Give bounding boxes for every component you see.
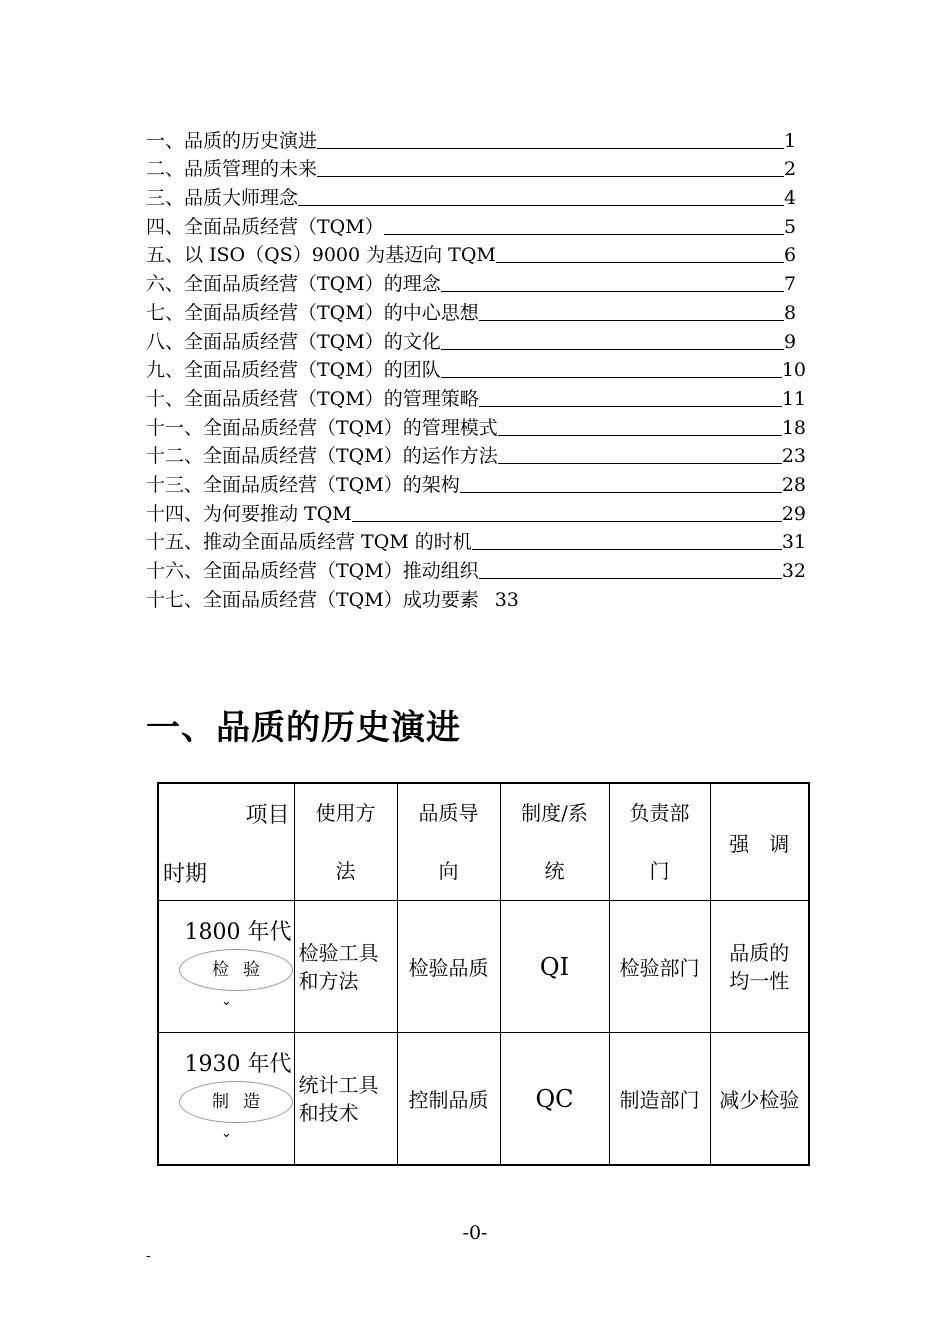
toc-page: 31 <box>781 531 806 554</box>
stage-oval: 制造 <box>179 1081 293 1123</box>
period-year: 1800 年代 <box>184 920 292 945</box>
toc-label: 十六、全面品质经营（TQM）推动组织 <box>146 560 479 582</box>
toc-leader <box>441 291 784 292</box>
toc-page: 29 <box>781 502 806 525</box>
toc-page: 5 <box>784 215 797 238</box>
header-line: 使用方 <box>315 801 376 825</box>
toc-leader <box>479 578 782 579</box>
toc-leader <box>441 377 782 378</box>
toc-label: 八、全面品质经营（TQM）的文化 <box>146 330 441 353</box>
header-line: 向 <box>438 859 459 883</box>
toc-label: 十、全面品质经营（TQM）的管理策略 <box>146 387 479 410</box>
toc-label: 九、全面品质经营（TQM）的团队 <box>146 359 441 382</box>
toc-page: 28 <box>781 473 806 496</box>
emphasis-cell: 减少检验 <box>710 1033 809 1166</box>
toc-leader <box>498 463 782 464</box>
toc-leader <box>460 492 782 493</box>
toc-entry[interactable] <box>146 382 806 411</box>
toc-entry[interactable] <box>146 583 806 612</box>
toc-label: 六、全面品质经营（TQM）的理念 <box>146 273 441 296</box>
toc-entry[interactable] <box>146 411 806 440</box>
toc-label: 一、品质的历史演进 <box>146 129 318 152</box>
toc-entry[interactable] <box>146 497 806 526</box>
toc-page: 18 <box>781 416 806 439</box>
header-line: 负责部 <box>629 801 690 825</box>
orientation-cell: 控制品质 <box>397 1033 500 1166</box>
toc-page: 1 <box>784 129 797 152</box>
toc-page: 32 <box>781 560 806 582</box>
toc-entry[interactable] <box>146 354 806 383</box>
method-cell: 统计工具和技术 <box>294 1033 397 1166</box>
toc-entry[interactable] <box>146 325 806 354</box>
table-of-contents <box>146 124 806 612</box>
toc-leader <box>384 234 784 235</box>
toc-label: 三、品质大师理念 <box>146 187 299 210</box>
corner-header-cell <box>158 783 294 901</box>
header-line: 法 <box>335 859 356 883</box>
period-cell <box>158 901 294 1033</box>
header-line: 品质导 <box>418 801 479 825</box>
toc-label: 十三、全面品质经营（TQM）的架构 <box>146 473 460 496</box>
toc-leader <box>479 406 782 407</box>
header-orientation <box>397 783 500 901</box>
toc-label: 七、全面品质经营（TQM）的中心思想 <box>146 301 479 324</box>
toc-entry[interactable] <box>146 153 806 182</box>
toc-entry[interactable] <box>146 239 806 268</box>
system-cell: QI <box>500 901 609 1033</box>
header-emphasis: 强 调 <box>710 783 809 901</box>
toc-leader <box>472 549 782 550</box>
toc-leader <box>479 320 784 321</box>
emphasis-cell: 品质的均一性 <box>710 901 809 1033</box>
toc-label: 四、全面品质经营（TQM） <box>146 215 384 238</box>
header-line: 制度/系 <box>521 801 588 825</box>
toc-page: 10 <box>781 359 806 382</box>
down-arrow-icon: ⌄ <box>221 994 232 1009</box>
header-system <box>500 783 609 901</box>
toc-page: 9 <box>784 330 797 353</box>
header-dept <box>609 783 710 901</box>
toc-leader <box>317 176 784 177</box>
toc-page: 7 <box>784 273 797 296</box>
toc-label: 十七、全面品质经营（TQM）成功要素 <box>146 588 479 611</box>
toc-entry[interactable] <box>146 554 806 583</box>
toc-entry[interactable] <box>146 526 806 555</box>
method-cell: 检验工具和方法 <box>294 901 397 1033</box>
toc-label: 五、以 ISO（QS）9000 为基迈向 TQM <box>146 244 496 267</box>
toc-label: 十一、全面品质经营（TQM）的管理模式 <box>146 416 498 439</box>
toc-label: 十四、为何要推动 TQM <box>146 502 352 525</box>
toc-label: 十五、推动全面品质经营 TQM 的时机 <box>146 531 472 554</box>
corner-period-label: 时期 <box>163 862 208 887</box>
toc-leader <box>441 349 784 350</box>
toc-entry[interactable] <box>146 468 806 497</box>
header-line: 门 <box>649 859 670 883</box>
toc-entry[interactable] <box>146 296 806 325</box>
orientation-cell: 检验品质 <box>397 901 500 1033</box>
period-cell <box>158 1033 294 1166</box>
toc-entry[interactable] <box>146 124 806 153</box>
toc-label: 二、品质管理的未来 <box>146 158 318 181</box>
history-table <box>157 782 810 1166</box>
stage-oval: 检验 <box>179 949 293 991</box>
corner-item-label: 项目 <box>245 803 290 828</box>
table-row <box>158 1033 809 1166</box>
toc-entry[interactable] <box>146 440 806 469</box>
toc-leader <box>317 148 784 149</box>
toc-page: 11 <box>781 387 806 410</box>
toc-page: 33 <box>494 588 519 611</box>
dept-cell: 制造部门 <box>609 1033 710 1166</box>
period-year: 1930 年代 <box>184 1052 292 1077</box>
toc-leader <box>498 435 782 436</box>
toc-page: 8 <box>784 301 797 324</box>
toc-page: 2 <box>784 158 797 181</box>
toc-label: 十二、全面品质经营（TQM）的运作方法 <box>146 445 498 468</box>
down-arrow-icon: ⌄ <box>221 1126 232 1141</box>
toc-leader <box>352 521 782 522</box>
header-line: 统 <box>544 859 565 883</box>
toc-page: 23 <box>781 445 806 468</box>
toc-page: 6 <box>784 244 797 267</box>
header-method <box>294 783 397 901</box>
toc-page: 4 <box>784 187 797 210</box>
section-title: 一、品质的历史演进 <box>146 708 461 748</box>
system-cell: QC <box>500 1033 609 1166</box>
toc-entry[interactable] <box>146 181 806 210</box>
footer-mark: - <box>146 1248 151 1264</box>
table-header-row <box>158 783 809 901</box>
toc-leader <box>496 262 784 263</box>
table-row <box>158 901 809 1033</box>
toc-leader <box>298 205 784 206</box>
toc-entry[interactable] <box>146 267 806 296</box>
page-number: -0- <box>462 1222 488 1244</box>
dept-cell: 检验部门 <box>609 901 710 1033</box>
toc-entry[interactable] <box>146 210 806 239</box>
